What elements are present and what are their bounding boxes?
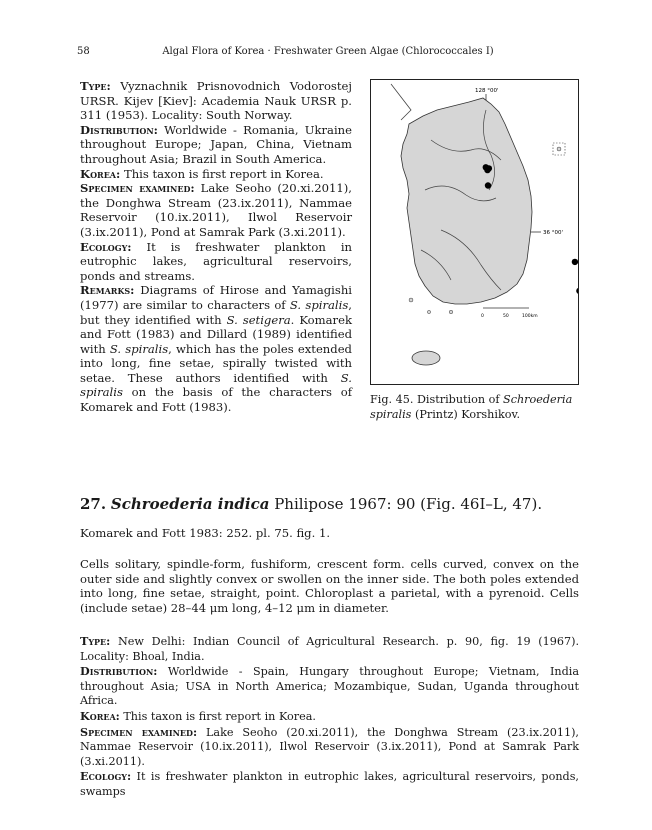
type-label: Type: xyxy=(80,634,111,648)
figure-label: Fig. 45. xyxy=(370,393,414,406)
remarks-text-4: , which has the poles extended into long, fine setae, spirally twisted with setae. These authors identified with xyxy=(80,341,352,385)
korea-landmass xyxy=(401,98,532,304)
korea-label: Korea: xyxy=(80,166,121,181)
section-number: 27. xyxy=(80,495,107,513)
type-label: Type: xyxy=(80,79,111,93)
distribution-text: Worldwide - Romania, Ukraine throughout Europe; Japan, China, Vietnam throughout Asia; Brazil in South America. xyxy=(80,122,353,166)
caption-text: Distribution of xyxy=(413,393,504,406)
scale-label-0: 0 xyxy=(481,314,484,319)
species-name: S. spiralis xyxy=(80,370,352,400)
island xyxy=(427,310,430,313)
section-species: Schroederia indica xyxy=(110,495,270,513)
caption-species: Schroederia spiralis xyxy=(370,393,573,421)
latitude-label: 36 °00' xyxy=(543,230,564,236)
scale-label-100: 100km xyxy=(522,314,538,319)
specimen-point xyxy=(572,259,578,265)
remarks-label: Remarks: xyxy=(80,283,135,298)
remarks-text-2: , but they identified with xyxy=(80,297,352,327)
distribution-map xyxy=(370,79,579,385)
ecology-text: It is freshwater plankton in eutrophic lakes, agricultural reservoirs, ponds and streams. xyxy=(80,239,352,283)
specimen-text: Lake Seoho (20.xi.2011), the Donghwa Stream (23.ix.2011), Nammae Reservoir (10.ix.2011), Ilwol Reservoir (3.ix.2011), Pond at Samrak Park (3.xi.2011). xyxy=(80,725,579,768)
remarks-text-5: on the basis of the characters of Komarek and Fott (1983). xyxy=(80,385,352,415)
specimen-text: Lake Seoho (20.xi.2011), the Donghwa Stream (23.ix.2011), Nammae Reservoir (10.ix.2011), Ilwol Reservoir (3.ix.2011), Pond at Samrak Park (3.xi.2011). xyxy=(80,181,352,239)
remarks-text-1: Diagrams of Hirose and Yamagishi (1977) are similar to characters of xyxy=(80,283,352,312)
korea-map-svg xyxy=(371,80,578,384)
distribution-text: Worldwide - Spain, Hungary throughout Europe; Vietnam, India throughout Asia; USA in North America; Mozambique, Sudan, Uganda throughout Africa. xyxy=(80,665,579,708)
citation: Komarek and Fott 1983: 252. pl. 75. fig. 1. xyxy=(80,526,331,540)
section-heading xyxy=(80,495,580,513)
caption-authority: (Printz) Korshikov. xyxy=(411,407,521,421)
ulleung-island xyxy=(557,147,561,151)
remarks-paragraph xyxy=(80,283,352,414)
boundary-line xyxy=(391,84,411,120)
species-name: S. spiralis xyxy=(289,297,349,312)
left-column xyxy=(80,79,352,415)
distribution-label: Distribution: xyxy=(80,664,158,679)
korea-text: This taxon is first report in Korea. xyxy=(123,166,324,181)
species-name: S. setigera xyxy=(226,312,291,327)
section-authority: Philipose 1967: 90 (Fig. 46I–L, 47). xyxy=(269,495,543,513)
island xyxy=(409,298,413,302)
specimen-point xyxy=(484,167,490,173)
ecology-paragraph xyxy=(80,240,352,284)
specimen-point xyxy=(576,288,578,294)
distribution-paragraph xyxy=(80,123,352,167)
remarks-text-3: . Komarek and Fott (1983) and Dillard (1989) identified with xyxy=(80,312,352,356)
ecology-label: Ecology: xyxy=(80,239,132,254)
korea-paragraph xyxy=(80,709,579,725)
ecology-text: It is freshwater plankton in eutrophic lakes, agricultural reservoirs, ponds, swamps xyxy=(80,770,579,798)
distribution-label: Distribution: xyxy=(80,122,158,137)
longitude-label: 128 °00' xyxy=(475,88,499,94)
ecology-paragraph xyxy=(80,769,579,799)
page-number: 58 xyxy=(77,46,90,57)
description: Cells solitary, spindle-form, fushiform, crescent form. cells curved, convex on the outer side and slightly convex or swollen on the inner side. The both poles extended into long, fine setae, straight, point. Chloroplast a parietal, with a pyrenoid. Cells (include setae) 28–44 μm long, 4–12 μm in diameter. xyxy=(80,557,579,615)
lower-section xyxy=(80,634,579,800)
specimen-label: Specimen examined: xyxy=(80,724,198,739)
ecology-label: Ecology: xyxy=(80,769,132,784)
type-text: New Delhi: Indian Council of Agricultural Research. p. 90, fig. 19 (1967). Locality: Bhoal, India. xyxy=(80,635,579,663)
species-name: S. spiralis xyxy=(109,341,169,356)
korea-text: This taxon is first report in Korea. xyxy=(123,709,316,723)
specimen-paragraph xyxy=(80,181,352,239)
running-title: Algal Flora of Korea · Freshwater Green Algae (Chlorococcales I) xyxy=(162,46,494,57)
figure-caption xyxy=(370,393,580,422)
type-paragraph xyxy=(80,634,579,664)
scale-label-50: 50 xyxy=(503,314,509,319)
type-paragraph xyxy=(80,79,352,123)
korea-paragraph xyxy=(80,167,352,182)
specimen-point xyxy=(485,182,491,188)
jeju-island xyxy=(412,351,440,365)
specimen-paragraph xyxy=(80,725,579,770)
korea-label: Korea: xyxy=(80,708,120,723)
specimen-label: Specimen examined: xyxy=(80,181,195,196)
type-text: Vyznachnik Prisnovodnich Vodorostej URSR. Kijev [Kiev]: Academia Nauk URSR p. 311 (1953). Locality: South Norway. xyxy=(80,79,352,123)
island xyxy=(449,310,453,314)
distribution-paragraph xyxy=(80,664,579,709)
